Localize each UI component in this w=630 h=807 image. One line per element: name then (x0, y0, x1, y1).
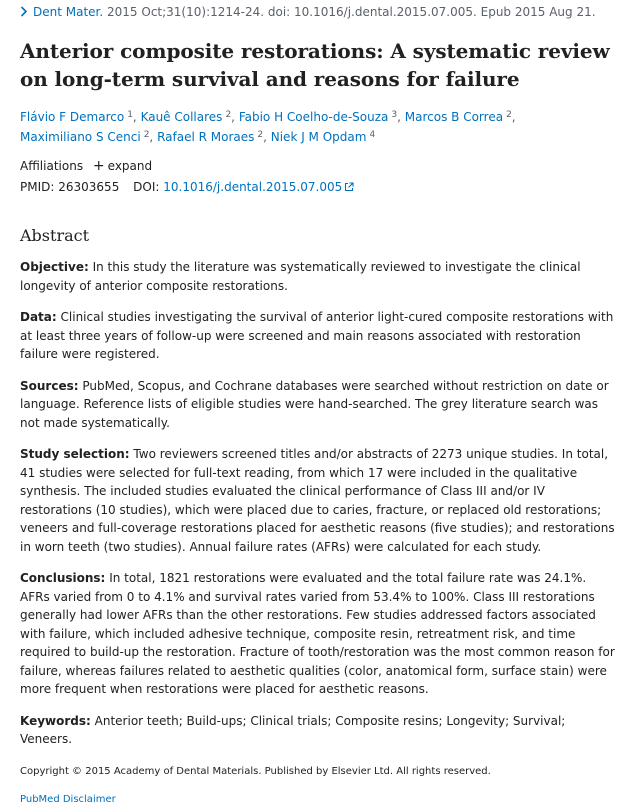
chevron-right-icon[interactable] (20, 5, 28, 21)
identifiers-row (20, 179, 616, 196)
doi-link[interactable]: 10.1016/j.dental.2015.07.005 (163, 180, 354, 194)
affiliation-number: 2 (225, 110, 232, 120)
section-label: Conclusions: (20, 571, 106, 585)
affiliation-number: 2 (257, 130, 264, 140)
citation-line (20, 4, 616, 21)
section-text: In this study the literature was systematically reviewed to investigate the clinical longevity of anterior composite restorations. (20, 260, 581, 293)
article-page (20, 0, 616, 807)
section-label: Keywords: (20, 713, 91, 728)
section-label: Sources: (20, 378, 79, 393)
abstract-study-selection (20, 445, 616, 556)
author-link[interactable]: Kauê Collares $^2$ (140, 110, 232, 124)
section-text: In total, 1821 restorations were evaluated and the total failure rate was 24.1%. AFRs varied from 0 to 4.1% and survival rates varied from 53.4% to 100%. Class III restorations generally had lower AFRs than the other restorations. Few studies addressed factors associated with failure, which included adhesive technique, composite resin, retreatment risk, and time required to build-up the restoration. Fracture of tooth/restoration was the most common reason for failure, whereas failures related to aesthetic qualities (color, anatomical form, surface stain) were more frequent when restorations were placed for aesthetic reasons. (20, 571, 615, 696)
journal-link[interactable]: Dent Mater. (33, 5, 104, 19)
expand-label: expand (107, 159, 153, 173)
section-label: Objective: (20, 260, 89, 274)
pmid-label: PMID: (20, 180, 55, 194)
affiliations-expand-button[interactable] (93, 159, 152, 173)
section-text: Two reviewers screened titles and/or abstracts of 2273 unique studies. In total, 41 studies were selected for full-text reading, from which 17 were included in the qualitative synthesis. The included studies evaluated the clinical performance of Class III and/or IV restorations (10 studies), which were placed due to caries, fracture, or replaced old restorations; veneers and full-coverage restorations placed for aesthetic reasons (five studies); and restorations in worn teeth (two studies). Annual failure rates (AFRs) were calculated for each study. (20, 447, 615, 554)
author-link[interactable]: Rafael R Moraes $^2$ (157, 130, 264, 144)
author-link[interactable]: Niek J M Opdam $^4$ (270, 130, 376, 144)
section-label: Data: (20, 310, 57, 324)
pubmed-disclaimer-link[interactable]: PubMed Disclaimer (20, 793, 116, 805)
article-title: Anterior composite restorations: A systematic review on long-term survival and reasons for failure (20, 39, 610, 91)
author-link[interactable]: Flávio F Demarco $^1$ (20, 110, 133, 124)
affiliations-row (20, 158, 616, 174)
doi-label: DOI: (133, 180, 160, 194)
abstract-heading: Abstract (20, 226, 90, 245)
affiliation-number: 2 (143, 130, 150, 140)
affiliation-number: 1 (127, 110, 133, 120)
section-label: Study selection: (20, 447, 130, 461)
pmid-value: 26303655 (58, 180, 120, 194)
abstract-sources (20, 377, 616, 433)
citation-details: 2015 Oct;31(10):1214-24. doi: 10.1016/j.dental.2015.07.005. Epub 2015 Aug 21. (103, 5, 596, 19)
copyright-notice: Copyright © 2015 Academy of Dental Materials. Published by Elsevier Ltd. All rights reserved. (20, 765, 491, 777)
abstract-objective (20, 258, 616, 295)
keyword-list[interactable]: Anterior teeth; Build-ups; Clinical trials; Composite resins; Longevity; Survival; Veneers. (20, 713, 566, 746)
affiliation-number: 4 (369, 130, 376, 140)
abstract-data (20, 308, 616, 364)
abstract-conclusions (20, 569, 616, 699)
abstract-keywords (20, 712, 616, 749)
author-link[interactable]: Maximiliano S Cenci $^2$ (20, 130, 150, 144)
section-text: Clinical studies investigating the survival of anterior light-cured composite restorations with at least three years of follow-up were screened and main reasons associated with restoration failure were registered. (20, 310, 614, 361)
plus-icon: + (92, 158, 105, 174)
affiliation-number: 3 (391, 110, 398, 120)
author-link[interactable]: Fabio H Coelho-de-Souza $^3$ (238, 110, 398, 124)
affiliation-number: 2 (506, 110, 512, 120)
author-list: Flávio F Demarco $^1$, Kauê Collares $^2$, Fabio H Coelho-de-Souza $^3$, Marcos B Correa $^2$, Maximiliano S Cenci $^2$, Rafael R Moraes $^2$, Niek J M Opdam $^4$ (20, 110, 516, 144)
affiliations-label: Affiliations (20, 159, 84, 173)
section-text: PubMed, Scopus, and Cochrane databases were searched without restriction on date or language. Reference lists of eligible studies were hand-searched. The grey literature search was not made systematically. (20, 378, 609, 430)
author-link[interactable]: Marcos B Correa $^2$ (404, 110, 512, 124)
external-link-icon (344, 180, 354, 196)
